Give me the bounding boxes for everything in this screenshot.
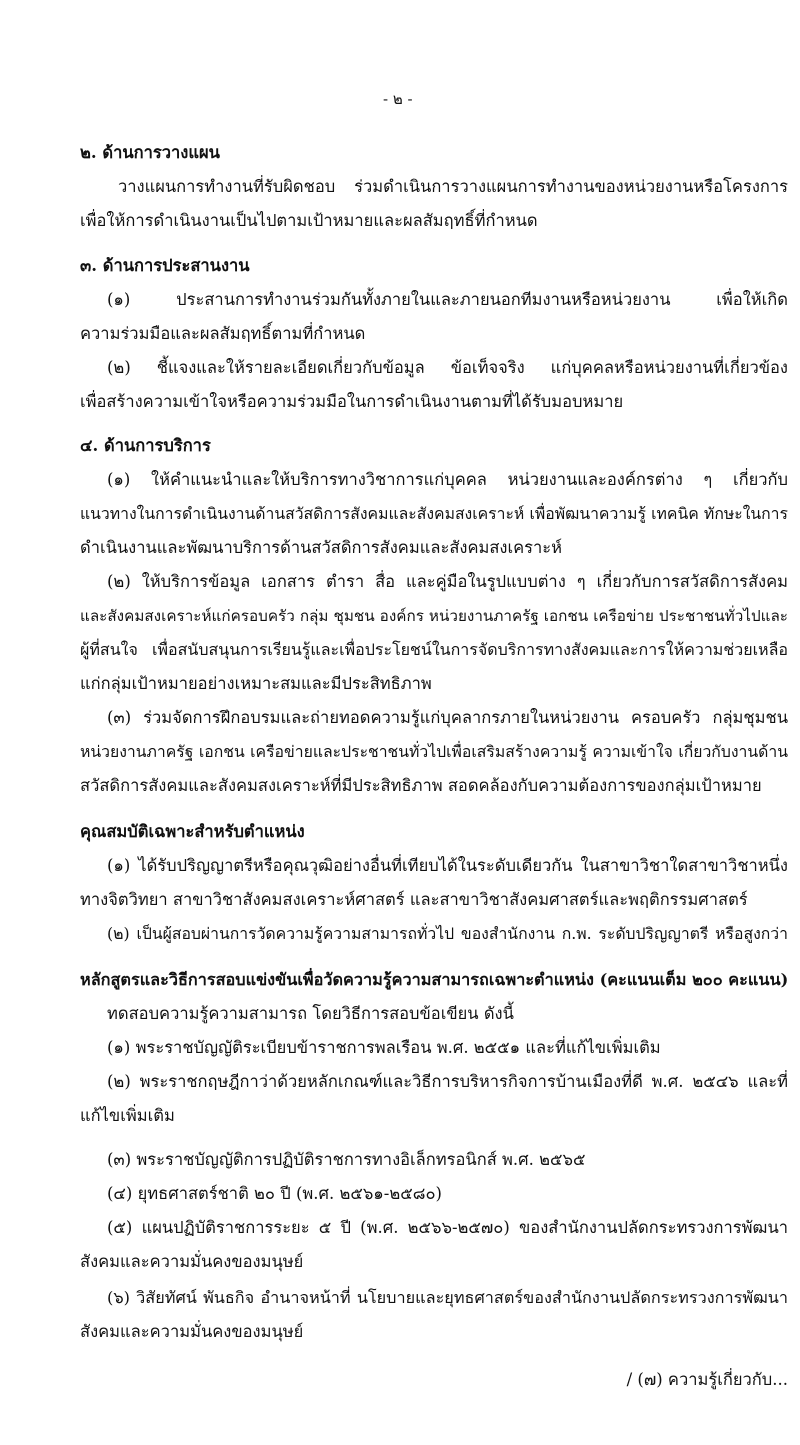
service-item1-line-1: (๑) ให้คำแนะนำและให้บริการทางวิชาการแก่บุคคล หน่วยงานและองค์กรต่าง ๆ เกี่ยวกับ: [107, 470, 788, 489]
service-item1-line-2: แนวทางในการดำเนินงานด้านสวัสดิการสังคมและสังคมสงเคราะห์ เพื่อพัฒนาความรู้ เทคนิค ทักษะในการ: [80, 504, 788, 523]
coordination-item2-line-2: เพื่อสร้างความเข้าใจหรือความร่วมมือในการดำเนินงานตามที่ได้รับมอบหมาย: [80, 392, 624, 411]
service-item3-line-1: (๓) ร่วมจัดการฝึกอบรมและถ่ายทอดความรู้แก่บุคลากรภายในหน่วยงาน ครอบครัว กลุ่มชุมชน: [107, 708, 788, 727]
coordination-item2-line-1: (๒) ชี้แจงและให้รายละเอียดเกี่ยวกับข้อมูล ข้อเท็จจริง แก่บุคคลหรือหน่วยงานที่เกี่ยวข้อง: [107, 358, 788, 377]
exam-item2-line-2: แก้ไขเพิ่มเติม: [80, 1106, 175, 1125]
exam-item4-line-1: (๔) ยุทธศาสตร์ชาติ ๒๐ ปี (พ.ศ. ๒๕๖๑-๒๕๘๐): [107, 1184, 442, 1203]
exam-item3-line-1: (๓) พระราชบัญญัติการปฏิบัติราชการทางอิเล็กทรอนิกส์ พ.ศ. ๒๕๖๕: [107, 1150, 586, 1169]
qualifications-item1-line-1: (๑) ได้รับปริญญาตรีหรือคุณวุฒิอย่างอื่นที่เทียบได้ในระดับเดียวกัน ในสาขาวิชาใดสาขาวิชาหนึ่ง: [107, 856, 788, 875]
qualifications-item2-line-1: (๒) เป็นผู้สอบผ่านการวัดความรู้ความสามารถทั่วไป ของสำนักงาน ก.พ. ระดับปริญญาตรี หรือสูงกว่า: [107, 924, 788, 943]
exam-intro: ทดสอบความรู้ความสามารถ โดยวิธีการสอบข้อเขียน ดังนี้: [107, 1004, 514, 1023]
service-item2-line-4: แก่กลุ่มเป้าหมายอย่างเหมาะสมและมีประสิทธิภาพ: [80, 674, 432, 693]
section-heading-service: ๔. ด้านการบริการ: [80, 436, 211, 455]
coordination-item1-line-1: (๑) ประสานการทำงานร่วมกันทั้งภายในและภายนอกทีมงานหรือหน่วยงาน เพื่อให้เกิด: [107, 290, 788, 309]
section-heading-exam: หลักสูตรและวิธีการสอบแข่งขันเพื่อวัดความรู้ความสามารถเฉพาะตำแหน่ง (คะแนนเต็ม ๒๐๐ คะแนน): [80, 970, 789, 989]
service-item2-line-1: (๒) ให้บริการข้อมูล เอกสาร ตำรา สื่อ และคู่มือในรูปแบบต่าง ๆ เกี่ยวกับการสวัสดิการสังคม: [107, 572, 788, 591]
exam-item6-line-1: (๖) วิสัยทัศน์ พันธกิจ อำนาจหน้าที่ นโยบายและยุทธศาสตร์ของสำนักงานปลัดกระทรวงการพัฒนา: [107, 1288, 788, 1307]
page-number: - ๒ -: [383, 90, 413, 108]
planning-body-line-1: วางแผนการทำงานที่รับผิดชอบ ร่วมดำเนินการวางแผนการทำงานของหน่วยงานหรือโครงการ: [118, 177, 788, 196]
section-heading-coordination: ๓. ด้านการประสานงาน: [80, 256, 250, 275]
qualifications-item1-line-2: ทางจิตวิทยา สาขาวิชาสังคมสงเคราะห์ศาสตร์ และสาขาวิชาสังคมศาสตร์และพฤติกรรมศาสตร์: [80, 890, 748, 909]
service-item3-line-2: หน่วยงานภาครัฐ เอกชน เครือข่ายและประชาชนทั่วไปเพื่อเสริมสร้างความรู้ ความเข้าใจ เกี่ยวกับงานด้าน: [80, 742, 788, 761]
exam-item2-line-1: (๒) พระราชกฤษฎีกาว่าด้วยหลักเกณฑ์และวิธีการบริหารกิจการบ้านเมืองที่ดี พ.ศ. ๒๕๔๖ และที่: [107, 1072, 788, 1091]
planning-body-line-2: เพื่อให้การดำเนินงานเป็นไปตามเป้าหมายและผลสัมฤทธิ์ที่กำหนด: [80, 211, 538, 230]
service-item2-line-2: และสังคมสงเคราะห์แก่ครอบครัว กลุ่ม ชุมชน องค์กร หน่วยงานภาครัฐ เอกชน เครือข่าย ประชาชนทั่วไปและ: [80, 607, 788, 625]
service-item1-line-3: ดำเนินงานและพัฒนาบริการด้านสวัสดิการสังคมและสังคมสงเคราะห์: [80, 538, 563, 557]
exam-item1-line-1: (๑) พระราชบัญญัติระเบียบข้าราชการพลเรือน พ.ศ. ๒๕๕๑ และที่แก้ไขเพิ่มเติม: [107, 1038, 661, 1057]
service-item2-line-3: ผู้ที่สนใจ เพื่อสนับสนุนการเรียนรู้และเพื่อประโยชน์ในการจัดบริการทางสังคมและการให้ความช่วยเหลือ: [80, 640, 788, 659]
exam-item6-line-2: สังคมและความมั่นคงของมนุษย์: [80, 1322, 304, 1341]
exam-item5-line-2: สังคมและความมั่นคงของมนุษย์: [80, 1252, 304, 1271]
continuation-note: / (๗) ความรู้เกี่ยวกับ...: [626, 1370, 788, 1389]
section-heading-qualifications: คุณสมบัติเฉพาะสำหรับตำแหน่ง: [80, 822, 305, 841]
section-heading-planning: ๒. ด้านการวางแผน: [80, 143, 220, 162]
coordination-item1-line-2: ความร่วมมือและผลสัมฤทธิ์ตามที่กำหนด: [80, 324, 366, 343]
exam-item5-line-1: (๕) แผนปฏิบัติราชการระยะ ๕ ปี (พ.ศ. ๒๕๖๖-๒๕๗๐) ของสำนักงานปลัดกระทรวงการพัฒนา: [107, 1218, 788, 1237]
service-item3-line-3: สวัสดิการสังคมและสังคมสงเคราะห์ที่มีประสิทธิภาพ สอดคล้องกับความต้องการของกลุ่มเป้าหมาย: [80, 776, 762, 795]
